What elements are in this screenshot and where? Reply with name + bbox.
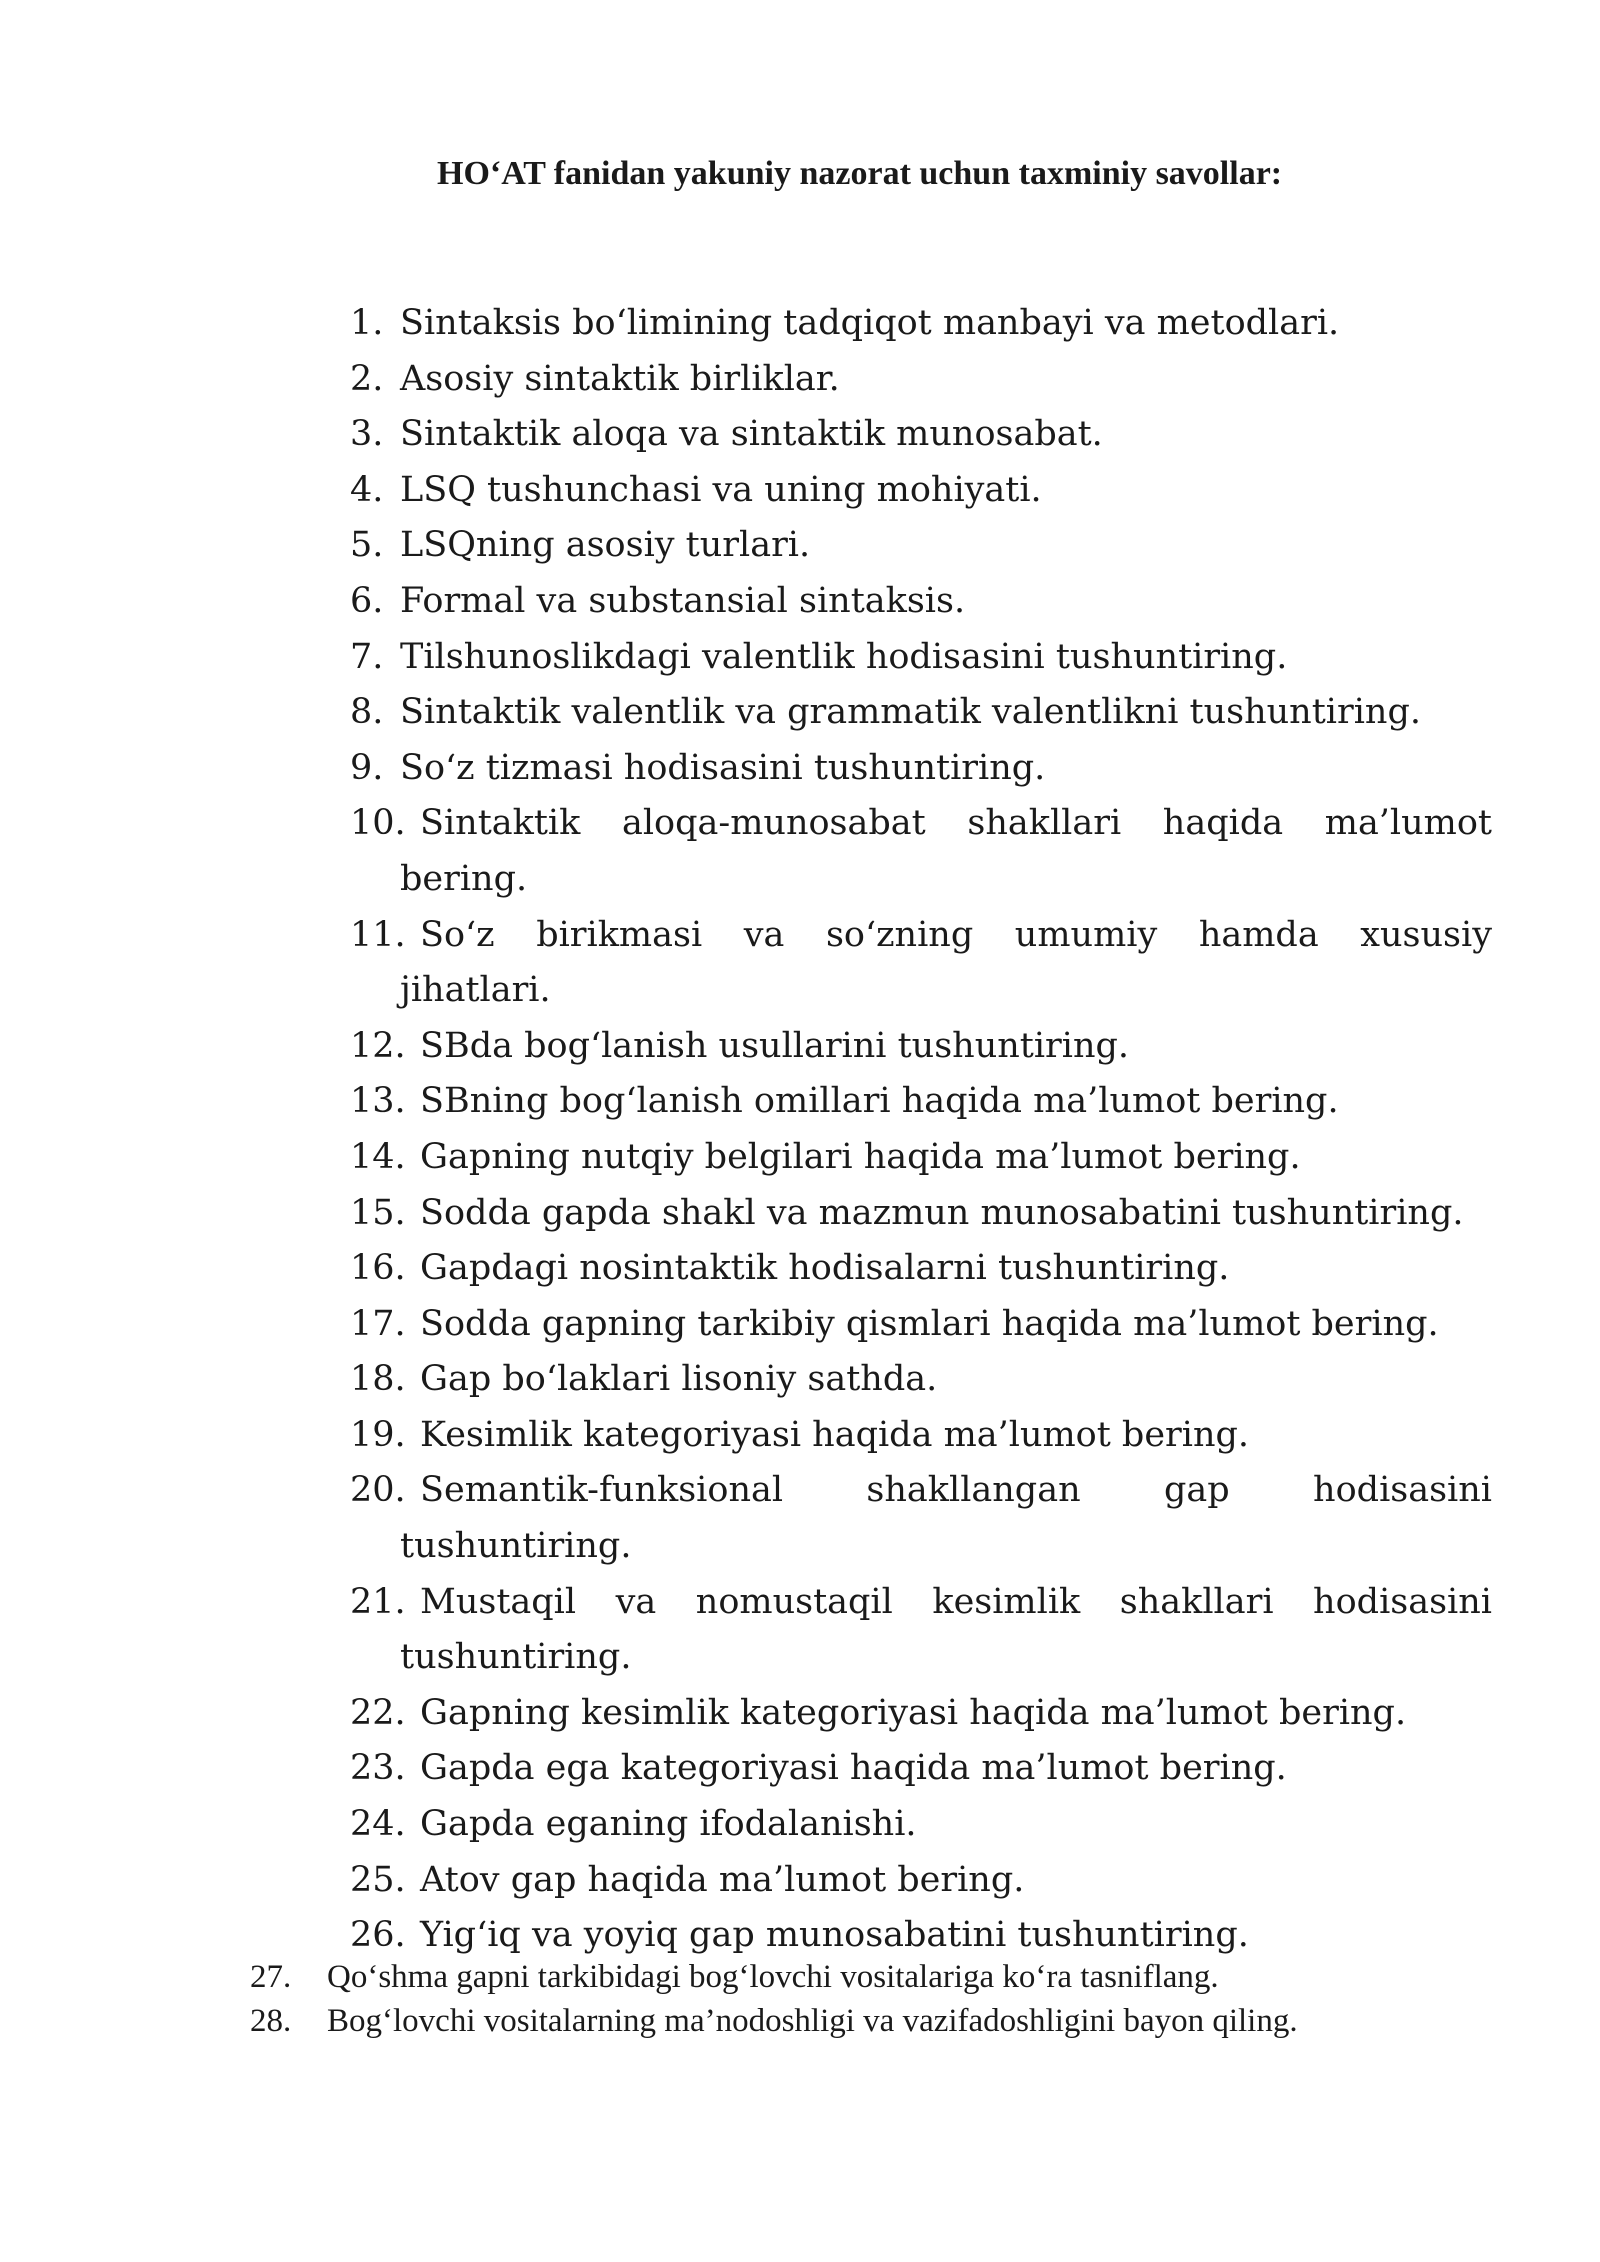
extra-question-number: 28.: [250, 2003, 292, 2039]
question-text: Sintaktik aloqa-munosabat shakllari haqida ma’lumot: [420, 803, 1492, 844]
question-item: [350, 463, 1492, 519]
extra-question-item: [250, 1955, 1500, 1999]
question-number: 10.: [350, 803, 406, 844]
question-item: [350, 1074, 1492, 1130]
question-number: 18.: [350, 1359, 406, 1400]
question-item: [350, 1686, 1492, 1742]
question-text: Gapning kesimlik kategoriyasi haqida ma’lumot bering.: [420, 1692, 1407, 1733]
question-number: 25.: [350, 1859, 406, 1900]
question-text-continued: jihatlari.: [400, 970, 551, 1011]
question-text: LSQning asosiy turlari.: [400, 525, 811, 566]
question-number: 12.: [350, 1025, 406, 1066]
question-text: SBning bog‘lanish omillari haqida ma’lumot bering.: [420, 1081, 1339, 1122]
question-item: [350, 518, 1492, 574]
question-text: LSQ tushunchasi va uning mohiyati.: [400, 469, 1042, 510]
question-number: 3.: [350, 414, 384, 455]
extra-question-text: Bog‘lovchi vositalarning ma’nodoshligi va vazifadoshligini bayon qiling.: [327, 2003, 1298, 2039]
question-item: [350, 741, 1492, 797]
question-number: 19.: [350, 1414, 406, 1455]
question-number: 4.: [350, 469, 384, 510]
question-text: Gap bo‘laklari lisoniy sathda.: [420, 1359, 938, 1400]
question-item: [350, 685, 1492, 741]
question-item: [350, 1186, 1492, 1242]
question-number: 8.: [350, 692, 384, 733]
question-number: 5.: [350, 525, 384, 566]
question-text: Semantik-funksional shakllangan gap hodisasini: [420, 1470, 1492, 1511]
question-item: [350, 1130, 1492, 1186]
question-item: [350, 1575, 1492, 1631]
question-item: [350, 1853, 1492, 1909]
question-list: [350, 296, 1492, 1964]
extra-question-list: [250, 1955, 1500, 2043]
question-number: 16.: [350, 1248, 406, 1289]
question-text-continued: tushuntiring.: [400, 1637, 632, 1678]
question-item: [350, 1297, 1492, 1353]
question-text: Tilshunoslikdagi valentlik hodisasini tushuntiring.: [400, 636, 1288, 677]
question-item: [350, 1463, 1492, 1519]
question-item: [350, 352, 1492, 408]
question-number: 7.: [350, 636, 384, 677]
question-number: 6.: [350, 580, 384, 621]
question-item: [350, 908, 1492, 964]
question-number: 14.: [350, 1136, 406, 1177]
question-text: Gapda eganing ifodalanishi.: [420, 1804, 917, 1845]
question-item: [350, 1019, 1492, 1075]
question-text: Sintaksis bo‘limining tadqiqot manbayi va metodlari.: [400, 303, 1340, 343]
extra-question-item: [250, 1999, 1500, 2043]
question-text: Atov gap haqida ma’lumot bering.: [420, 1859, 1025, 1900]
question-text: Mustaqil va nomustaqil kesimlik shakllari hodisasini: [420, 1581, 1492, 1622]
question-text: Kesimlik kategoriyasi haqida ma’lumot bering.: [420, 1414, 1250, 1455]
question-number: 2.: [350, 358, 384, 399]
question-number: 9.: [350, 747, 384, 788]
question-text: Sodda gapda shakl va mazmun munosabatini tushuntiring.: [420, 1192, 1464, 1233]
question-item: [350, 296, 1492, 352]
question-number: 20.: [350, 1470, 406, 1511]
question-text: Sintaktik aloqa va sintaktik munosabat.: [400, 414, 1103, 455]
question-item: [350, 574, 1492, 630]
question-item: [350, 407, 1492, 463]
question-number: 17.: [350, 1303, 406, 1344]
question-item: [350, 630, 1492, 686]
question-number: 23.: [350, 1748, 406, 1789]
question-text: Sintaktik valentlik va grammatik valentlikni tushuntiring.: [400, 692, 1421, 733]
question-number: 11.: [350, 914, 406, 955]
extra-question-number: 27.: [250, 1959, 292, 1995]
question-number: 24.: [350, 1804, 406, 1845]
question-text: Gapda ega kategoriyasi haqida ma’lumot bering.: [420, 1748, 1287, 1789]
question-text: Gapdagi nosintaktik hodisalarni tushuntiring.: [420, 1248, 1230, 1289]
question-text-continued: tushuntiring.: [400, 1526, 632, 1567]
question-text: SBda bog‘lanish usullarini tushuntiring.: [420, 1025, 1130, 1066]
question-number: 15.: [350, 1192, 406, 1233]
question-number: 22.: [350, 1692, 406, 1733]
question-text-continued: bering.: [400, 858, 528, 899]
question-number: 13.: [350, 1081, 406, 1122]
question-text: So‘z tizmasi hodisasini tushuntiring.: [400, 747, 1046, 788]
question-number: 21.: [350, 1581, 406, 1622]
question-item: [350, 1241, 1492, 1297]
question-item: [350, 1797, 1492, 1853]
question-text: Formal va substansial sintaksis.: [400, 580, 966, 621]
document-title-text: HO‘AT fanidan yakuniy nazorat uchun taxminiy savollar:: [437, 155, 1283, 192]
question-text: Gapning nutqiy belgilari haqida ma’lumot bering.: [420, 1136, 1301, 1177]
question-text: Sodda gapning tarkibiy qismlari haqida ma’lumot bering.: [420, 1303, 1439, 1344]
question-text: So‘z birikmasi va so‘zning umumiy hamda xususiy: [420, 914, 1492, 955]
extra-question-text: Qo‘shma gapni tarkibidagi bog‘lovchi vositalariga ko‘ra tasniflang.: [327, 1959, 1219, 1995]
question-number: 1.: [350, 303, 384, 343]
question-text: Yig‘iq va yoyiq gap munosabatini tushuntiring.: [420, 1915, 1249, 1956]
question-text: Asosiy sintaktik birliklar.: [400, 358, 840, 399]
question-number: 26.: [350, 1915, 406, 1956]
question-item: [350, 1352, 1492, 1408]
question-item: [350, 1741, 1492, 1797]
question-item: [350, 796, 1492, 852]
question-item: [350, 1408, 1492, 1464]
